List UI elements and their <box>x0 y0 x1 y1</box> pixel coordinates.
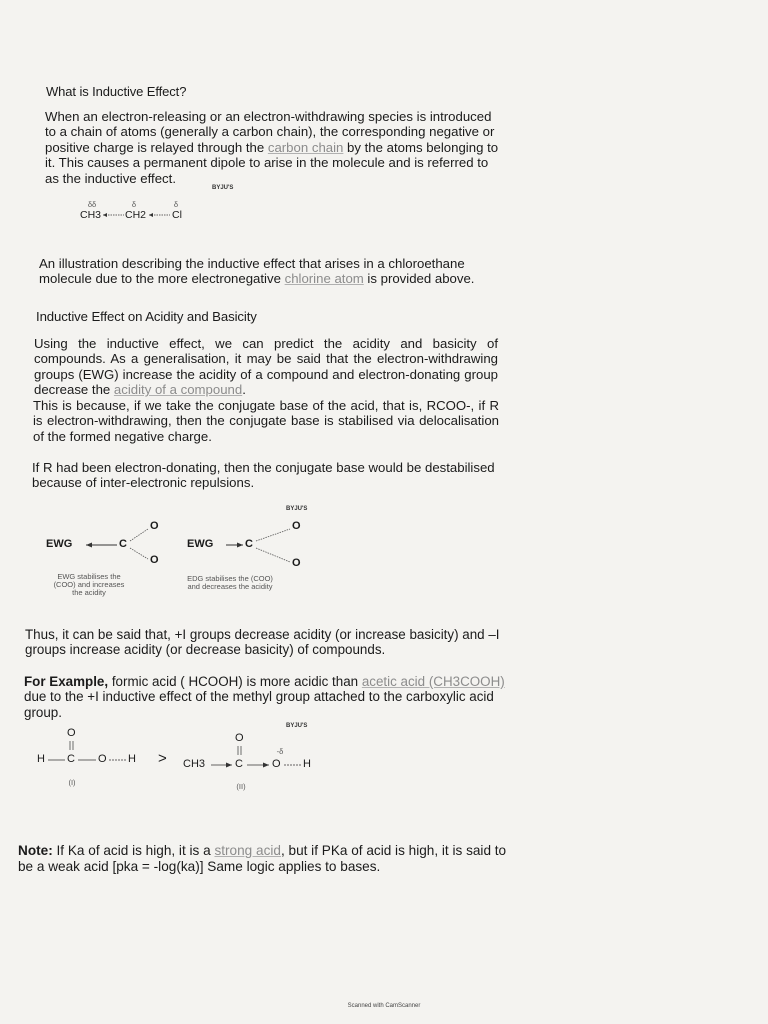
label-formic: (I) <box>68 778 76 787</box>
acetic-acid-link[interactable]: acetic acid (CH3COOH) <box>361 674 505 689</box>
carbon-acetic: C <box>235 758 243 770</box>
oxygen-bottom-left: O <box>150 554 159 566</box>
ewg-caption: EWG stabilises the (COO) and increases the acidity <box>53 572 125 597</box>
delta-label: δ <box>173 200 179 209</box>
paragraph-groups-acidity: Thus, it can be said that, +I groups decrease acidity (or increase basicity) and –I groups increase acidity (or decrease basicity) of compounds. <box>25 627 500 658</box>
hydrogen-left: H <box>37 753 45 765</box>
ewg-label-right: EWG <box>187 538 214 550</box>
paragraph-definition: When an electron-releasing or an electron-withdrawing species is introduced to a chain of atoms (generally a carbon chain), the corresponding negative or positive charge is relayed through the carbon chain by the atoms belonging to it. This causes a permanent dipole to arise in the molecule and is referred to as the inductive effect. <box>45 109 499 186</box>
chlorine-atom-link[interactable]: chlorine atom <box>284 271 364 287</box>
oxygen-top-left: O <box>150 520 159 532</box>
carbon-right: C <box>245 538 253 550</box>
heading-acidity-basicity: Inductive Effect on Acidity and Basicity <box>36 309 257 324</box>
ch3-group: CH3 <box>80 209 102 221</box>
paragraph-chloroethane: An illustration describing the inductive effect that arises in a chloroethane molecule due to the more electronegative chlorine atom is provided above. <box>39 256 475 287</box>
oxygen-double-bond: O <box>235 732 244 744</box>
delta-label: -δ <box>276 747 284 756</box>
paragraph-note: Note: If Ka of acid is high, it is a strong acid, but if PKa of acid is high, it is said to be a weak acid [pka = -log(ka)] Same logic applies to bases. <box>18 843 507 874</box>
byjus-logo: BYJU'S <box>212 185 234 191</box>
acidity-link[interactable]: acidity of a compound <box>113 382 243 398</box>
carbon-left: C <box>119 538 127 550</box>
ch2-group: CH2 <box>125 209 147 221</box>
scanner-footer: Scanned with CamScanner <box>347 1003 421 1009</box>
paragraph-destabilised: If R had been electron-donating, then the conjugate base would be destabilised because of inter-electronic repulsions. <box>32 460 495 491</box>
ewg-label-left: EWG <box>46 538 73 550</box>
oxygen-double-bond: O <box>67 727 76 739</box>
delta-label: δδ <box>87 200 97 209</box>
oxygen-bottom-right: O <box>292 557 301 569</box>
paragraph-example: For Example, formic acid ( HCOOH) is more acidic than acetic acid (CH3COOH) due to the +I inductive effect of the methyl group attached to the carboxylic acid group. <box>24 674 505 720</box>
carbon-chain-link[interactable]: carbon chain <box>267 139 344 155</box>
chlorine-atom: Cl <box>172 209 182 221</box>
hydrogen-formic: H <box>128 753 136 765</box>
oxygen-top-right: O <box>292 520 301 532</box>
paragraph-ewg-acidity: Using the inductive effect, we can predict the acidity and basicity of compounds. As a generalisation, it may be said that the electron-withdrawing groups (EWG) increase the acidity of a compound and electron-donating group decrease the acidity of a compound. <box>34 336 498 398</box>
greater-than-sign: > <box>158 750 167 767</box>
heading-inductive-effect: What is Inductive Effect? <box>46 84 187 99</box>
strong-acid-link[interactable]: strong acid <box>214 843 281 858</box>
hydrogen-acetic: H <box>303 758 311 770</box>
oxygen-acetic: O <box>272 758 281 770</box>
ch3-group: CH3 <box>183 758 206 770</box>
byjus-logo: BYJU'S <box>286 506 308 512</box>
edg-caption: EDG stabilises the (COO) and decreases the acidity <box>187 574 273 591</box>
delta-label: δ <box>131 200 137 209</box>
byjus-logo: BYJU'S <box>286 723 308 729</box>
oxygen-formic: O <box>98 753 107 765</box>
paragraph-conjugate-base: This is because, if we take the conjugate base of the acid, that is, RCOO-, if R is electron-withdrawing, then the conjugate base is stabilised via delocalisation of the formed negative charge. <box>33 398 499 444</box>
label-acetic: (II) <box>236 782 246 791</box>
carbon-formic: C <box>67 753 75 765</box>
acid-bonds <box>0 0 330 90</box>
